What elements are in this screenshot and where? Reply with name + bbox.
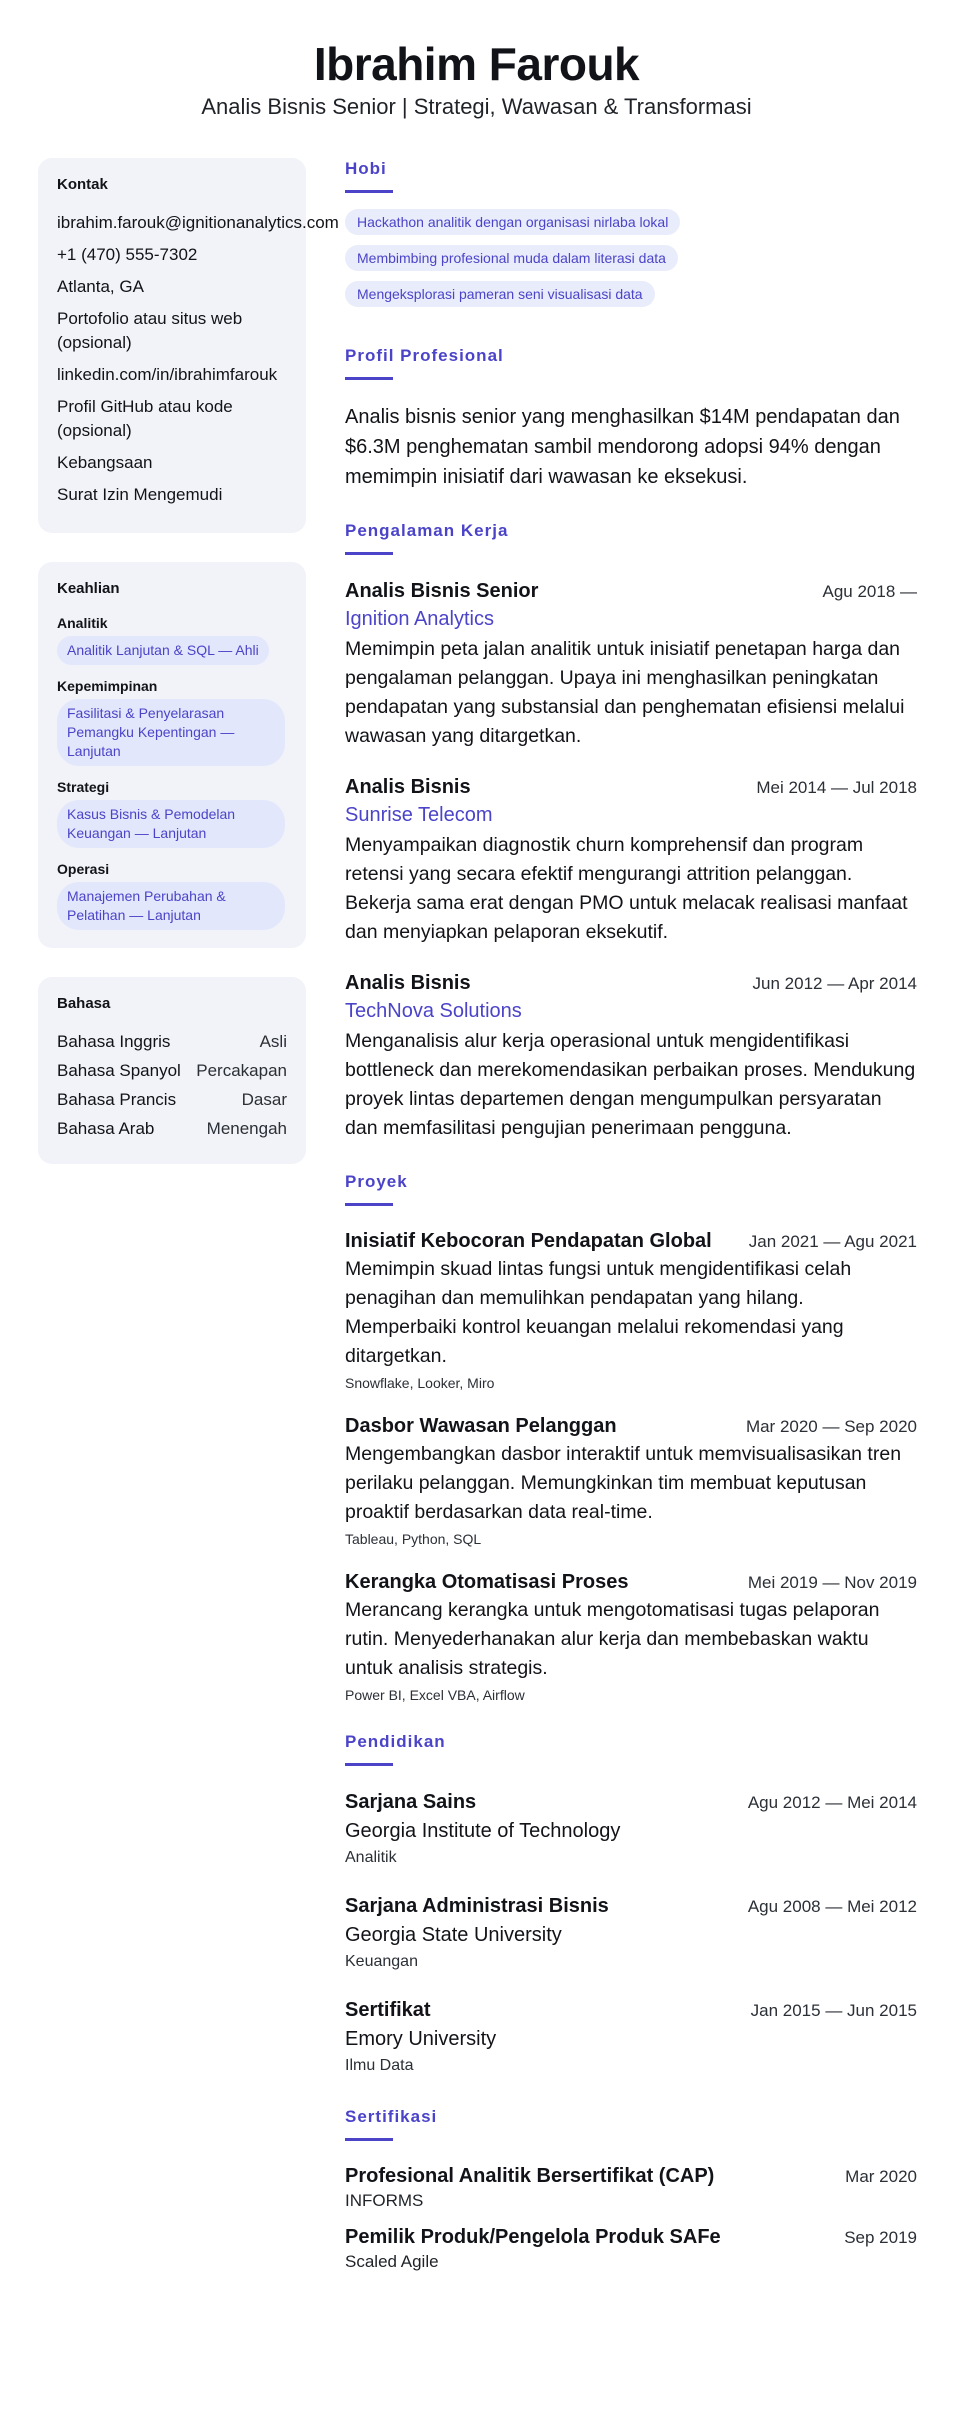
school: Georgia State University — [345, 1924, 562, 1946]
section-title: Profil Profesional — [345, 346, 504, 365]
project-title: Kerangka Otomatisasi Proses — [345, 1571, 629, 1593]
degree: Sarjana Sains — [345, 1791, 477, 1813]
projects-section — [345, 1171, 917, 1703]
skill-chip: Analitik Lanjutan & SQL — Ahli — [57, 636, 269, 665]
job-title: Analis Bisnis — [345, 776, 471, 798]
section-title: Hobi — [345, 159, 387, 178]
education-entry — [345, 1996, 917, 2078]
project-title: Dasbor Wawasan Pelanggan — [345, 1415, 617, 1437]
languages-title: Bahasa — [57, 995, 111, 1012]
section-divider — [345, 377, 393, 380]
project-dates: Mar 2020 — Sep 2020 — [745, 1417, 917, 1436]
contact-card — [38, 158, 339, 533]
contact-phone[interactable]: +1 (470) 555-7302 — [57, 245, 198, 264]
section-title: Sertifikasi — [345, 2107, 438, 2126]
language-row — [57, 1030, 287, 1054]
skill-group — [57, 615, 287, 665]
skill-group — [57, 779, 287, 848]
project-tech: Snowflake, Looker, Miro — [345, 1375, 495, 1391]
education-entry — [345, 1788, 917, 1870]
certification-date: Sep 2019 — [844, 2228, 917, 2247]
degree: Sarjana Administrasi Bisnis — [345, 1895, 609, 1917]
language-name: Bahasa Arab — [57, 1119, 155, 1138]
job-company: Ignition Analytics — [345, 608, 494, 630]
job-title: Analis Bisnis — [345, 972, 471, 994]
project-tech: Power BI, Excel VBA, Airflow — [345, 1687, 525, 1703]
project-description: Mengembangkan dasbor interaktif untuk memvisualisasikan tren perilaku pelanggan. Memungkinkan tim membuat keputusan proaktif berdasarkan data real-time. — [345, 1443, 902, 1523]
section-divider — [345, 1763, 393, 1766]
education-dates: Jan 2015 — Jun 2015 — [750, 2001, 917, 2020]
education-dates: Agu 2012 — Mei 2014 — [747, 1793, 917, 1812]
education-dates: Agu 2008 — Mei 2012 — [747, 1897, 917, 1916]
language-name: Bahasa Prancis — [57, 1090, 177, 1109]
contact-title: Kontak — [57, 176, 108, 193]
skill-chip: Fasilitasi & Penyelarasan Pemangku Kepentingan — Lanjutan — [57, 699, 285, 766]
candidate-tagline: Analis Bisnis Senior | Strategi, Wawasan & Transformasi — [201, 94, 752, 119]
skills-card — [38, 562, 306, 948]
contact-linkedin[interactable]: linkedin.com/in/ibrahimfarouk — [57, 365, 278, 384]
certification-issuer: INFORMS — [345, 2191, 424, 2210]
skill-group-title: Operasi — [57, 861, 110, 877]
skill-group-title: Analitik — [57, 615, 108, 631]
section-divider — [345, 552, 393, 555]
project-dates: Mei 2019 — Nov 2019 — [747, 1573, 917, 1592]
skill-group — [57, 861, 287, 930]
education-section — [345, 1731, 917, 2078]
experience-entry — [345, 773, 917, 947]
job-title: Analis Bisnis Senior — [345, 580, 539, 602]
experience-entry — [345, 969, 917, 1143]
section-divider — [345, 1203, 393, 1206]
project-entry — [345, 1569, 917, 1703]
project-description: Memimpin skuad lintas fungsi untuk mengidentifikasi celah penagihan dan memulihkan pendapatan yang hilang. Memperbaiki kontrol keuangan melalui rekomendasi yang ditargetkan. — [345, 1258, 852, 1367]
hobby-chip: Membimbing profesional muda dalam literasi data — [345, 245, 678, 271]
field-of-study: Ilmu Data — [345, 2057, 414, 2074]
job-description: Menyampaikan diagnostik churn komprehensif dan program retensi yang secara efektif mengurangi attrition pelanggan. Bekerja sama erat dengan PMO untuk melacak realisasi manfaat dan menyiapkan pelaporan eksekutif. — [345, 834, 908, 943]
certifications-section — [345, 2106, 917, 2273]
contact-nationality: Kebangsaan — [57, 453, 153, 472]
job-description: Memimpin peta jalan analitik untuk inisiatif penetapan harga dan pengalaman pelanggan. Upaya ini menghasilkan peningkatan pendapatan yang substansial dan penghematan efisiensi melalui wawasan yang ditargetkan. — [345, 638, 905, 747]
hobby-list — [345, 209, 917, 317]
contact-email[interactable]: ibrahim.farouk@ignitionanalytics.com — [57, 213, 339, 232]
resume-header — [0, 0, 953, 128]
languages-card — [38, 977, 306, 1164]
language-level: Percakapan — [196, 1061, 287, 1080]
experience-section — [345, 520, 917, 1143]
section-title: Pengalaman Kerja — [345, 521, 509, 540]
certification-issuer: Scaled Agile — [345, 2252, 439, 2271]
section-divider — [345, 190, 393, 193]
project-entry — [345, 1413, 917, 1547]
skill-group-title: Kepemimpinan — [57, 678, 158, 694]
main-content — [345, 158, 917, 2301]
certification-name: Pemilik Produk/Pengelola Produk SAFe — [345, 2226, 721, 2248]
certification-entry — [345, 2224, 917, 2273]
job-dates: Agu 2018 — — [822, 582, 917, 601]
project-dates: Jan 2021 — Agu 2021 — [748, 1232, 917, 1251]
certification-date: Mar 2020 — [845, 2167, 917, 2186]
certification-entry — [345, 2163, 917, 2212]
project-description: Merancang kerangka untuk mengotomatisasi tugas pelaporan rutin. Menyederhanakan alur kerja dan membebaskan waktu untuk analisis strategis. — [345, 1599, 880, 1679]
school: Georgia Institute of Technology — [345, 1820, 621, 1842]
field-of-study: Keuangan — [345, 1953, 418, 1970]
contact-portfolio[interactable]: Portofolio atau situs web (opsional) — [57, 309, 243, 352]
skill-group-title: Strategi — [57, 779, 110, 795]
language-level: Asli — [259, 1032, 287, 1051]
hobby-chip: Hackathon analitik dengan organisasi nirlaba lokal — [345, 209, 680, 235]
school: Emory University — [345, 2028, 497, 2050]
contact-github[interactable]: Profil GitHub atau kode (opsional) — [57, 397, 233, 440]
skill-chip: Manajemen Perubahan & Pelatihan — Lanjutan — [57, 882, 285, 930]
job-description: Menganalisis alur kerja operasional untuk mengidentifikasi bottleneck dan merekomendasikan perbaikan proses. Mendukung proyek lintas departemen dengan mengumpulkan persyaratan dan memfasilitasi pengujian penerimaan pengguna. — [345, 1030, 916, 1139]
language-row — [57, 1059, 287, 1083]
project-title: Inisiatif Kebocoran Pendapatan Global — [345, 1230, 712, 1252]
sidebar — [38, 158, 339, 1193]
language-row — [57, 1088, 287, 1112]
language-row — [57, 1117, 287, 1141]
section-title: Proyek — [345, 1172, 408, 1191]
hobbies-section — [345, 158, 917, 317]
education-entry — [345, 1892, 917, 1974]
skill-group — [57, 678, 287, 766]
degree: Sertifikat — [345, 1999, 431, 2021]
language-name: Bahasa Spanyol — [57, 1061, 181, 1080]
project-tech: Tableau, Python, SQL — [345, 1531, 482, 1547]
language-level: Dasar — [241, 1090, 287, 1109]
profile-summary: Analis bisnis senior yang menghasilkan $14M pendapatan dan $6.3M penghematan sambil mendorong adopsi 94% dengan memimpin inisiatif dari wawasan ke eksekusi. — [345, 406, 900, 488]
job-dates: Jun 2012 — Apr 2014 — [752, 974, 917, 993]
certification-name: Profesional Analitik Bersertifikat (CAP) — [345, 2165, 715, 2187]
project-entry — [345, 1228, 917, 1391]
language-name: Bahasa Inggris — [57, 1032, 171, 1051]
section-divider — [345, 2138, 393, 2141]
contact-license: Surat Izin Mengemudi — [57, 485, 223, 504]
contact-location: Atlanta, GA — [57, 277, 144, 296]
skill-chip: Kasus Bisnis & Pemodelan Keuangan — Lanjutan — [57, 800, 285, 848]
skills-title: Keahlian — [57, 580, 120, 597]
job-company: TechNova Solutions — [345, 1000, 522, 1022]
section-title: Pendidikan — [345, 1732, 446, 1751]
experience-entry — [345, 577, 917, 751]
candidate-name: Ibrahim Farouk — [313, 38, 640, 90]
job-company: Sunrise Telecom — [345, 804, 493, 826]
hobby-chip: Mengeksplorasi pameran seni visualisasi data — [345, 281, 655, 307]
profile-section — [345, 345, 917, 492]
language-level: Menengah — [206, 1119, 287, 1138]
field-of-study: Analitik — [345, 1849, 397, 1866]
job-dates: Mei 2014 — Jul 2018 — [756, 778, 917, 797]
